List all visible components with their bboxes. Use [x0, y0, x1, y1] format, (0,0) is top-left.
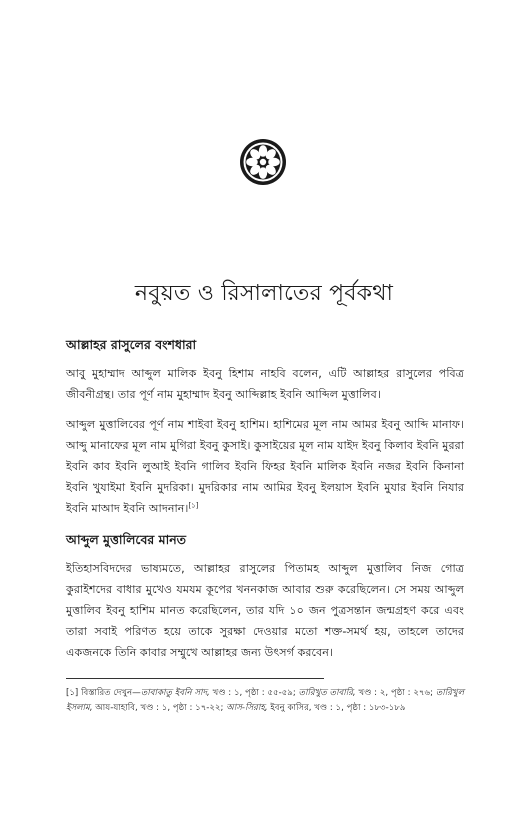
footnote-text: আয-যাহাবি, খণ্ড : ১, পৃষ্ঠা : ১৭-২২; [92, 703, 227, 713]
page-body [66, 336, 464, 672]
paragraph: ইতিহাসবিদদের ভাষ্যমতে, আল্লাহর রাসুলের পিতামহ আব্দুল মুত্তালিব নিজ গোত্র কুরাইশদের বাধার মুখেও যমযম কূপের খননকাজ আবার শুরু করেছিলেন। সে সময় আব্দুল মুত্তালিব ইবনু হাশিম মানত করেছিলেন, তার যদি ১০ জন পুত্রসন্তান জন্মগ্রহণ করে এবং তারা সবাই পরিণত হয়ে তাকে সুরক্ষা দেওয়ার মতো শক্ত-সমর্থ হয়, তাহলে তাদের একজনকে তিনি কাবার সম্মুখে আল্লাহর জন্য উৎসর্গ করবেন। [66, 562, 464, 659]
footnote [66, 686, 464, 716]
paragraph-text: আব্দুল মুত্তালিবের পূর্ণ নাম শাইবা ইবনু হাশিম। হাশিমের মূল নাম আমর ইবনু আব্দি মানাফ। আব্দু মানাফের মূল নাম মুগিরা ইবনু কুসাই। কুসাইয়ের মূল নাম যাইদ ইবনু কিলাব ইবনি মুররা ইবনি কাব ইবনি লুআই ইবনি গালিব ইবনি ফিহর ইবনি মালিক ইবনি নজর ইবনি কিনানা ইবনি খুযাইমা ইবনি মুদরিকা। মুদরিকার নাম আমির ইবনু ইলয়াস ইবনি মুযার ইবনি নিযার ইবনি মাআদ ইবনি আদনান। [66, 418, 464, 515]
book-title: তাবাকাতু ইবনি সাদ, [140, 688, 210, 698]
section-heading-vow: আব্দুল মুত্তালিবের মানত [66, 532, 187, 547]
book-title: তারিখুত তাবারি, [298, 688, 356, 698]
section-heading-lineage: আল্লাহর রাসুলের বংশধারা [66, 337, 197, 352]
footnote-text: খণ্ড : ১, পৃষ্ঠা : ৫৫-৫৯; [209, 688, 299, 698]
book-title: তারিখুল ইসলাম, [66, 688, 464, 713]
footnote-reference: [১] [188, 501, 199, 510]
paragraph: আবু মুহাম্মাদ আব্দুল মালিক ইবনু হিশাম নাহবি বলেন, এটি আল্লাহর রাসুলের পবিত্র জীবনীগ্রন্থ। তার পূর্ণ নাম মুহাম্মাদ ইবনু আব্দিল্লাহ ইবনি আব্দিল মুত্তালিব। [66, 367, 464, 401]
footnote-text: ইবনু কাসির, খণ্ড : ১, পৃষ্ঠা : ১৮৩-১৮৯ [267, 703, 406, 713]
chapter-title: নবুয়ত ও রিসালাতের পূর্বকথা [134, 281, 394, 306]
footnote-text: খণ্ড : ২, পৃষ্ঠা : ২৭৬; [355, 688, 436, 698]
flower-ornament-icon [238, 137, 288, 187]
footnote-text: বিস্তারিত দেখুন— [78, 688, 141, 698]
footnote-divider [66, 678, 324, 679]
footnote-marker: [১] [66, 688, 79, 698]
book-title: আস-সিরাহ, [226, 703, 268, 713]
paragraph [66, 414, 464, 519]
